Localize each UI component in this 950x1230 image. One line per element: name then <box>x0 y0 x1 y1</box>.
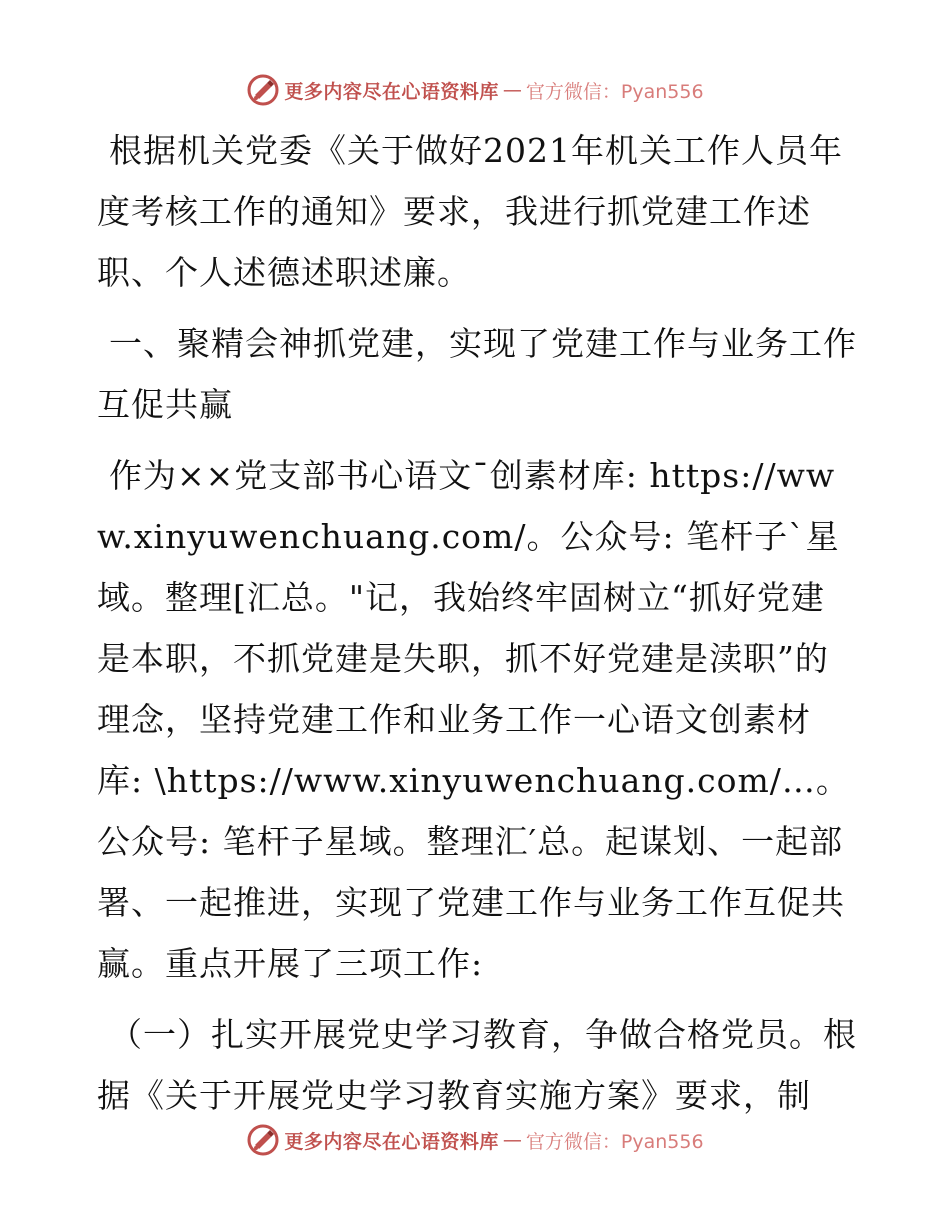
banner-wechat: 官方微信：Pyan556 <box>525 80 704 103</box>
banner-wechat: 官方微信：Pyan556 <box>525 1130 704 1153</box>
banner-title: 更多内容尽在心语资料库 <box>284 1130 499 1153</box>
paragraph-subsection: （一）扎实开展党史学习教育，争做合格党员。根据《关于开展党史学习教育实施方案》要求，制 <box>97 1015 857 1115</box>
footer-banner <box>0 1120 950 1160</box>
library-logo-icon <box>246 1123 280 1157</box>
banner-separator: — <box>502 79 522 101</box>
banner-separator: — <box>502 1129 522 1151</box>
document-body <box>97 120 857 1136</box>
section-heading: 一、聚精会神抓党建，实现了党建工作与业务工作互促共赢 <box>97 324 857 424</box>
library-logo-icon <box>246 73 280 107</box>
paragraph-body: 作为××党支部书心语文¯创素材库: https://www.xinyuwenchuang.com/。公众号: 笔杆子`星域。整理[汇总。"记，我始终牢固树立“抓好党建是本职，不抓党建是失职，抓不好党建是渎职”的理念，坚持党建工作和业务工作一心语文创素材库: \https://www.xinyuwenchuang.com/…。公众号: 笔杆子星域。整理汇′总。起谋划、一起部署、一起推进，实现了党建工作与业务工作互促共赢。重点开展了三项工作: <box>97 456 850 983</box>
header-banner <box>0 70 950 110</box>
banner-title: 更多内容尽在心语资料库 <box>284 80 499 103</box>
paragraph-intro: 根据机关党委《关于做好2021年机关工作人员年度考核工作的通知》要求，我进行抓党建工作述职、个人述德述职述廉。 <box>97 131 843 292</box>
